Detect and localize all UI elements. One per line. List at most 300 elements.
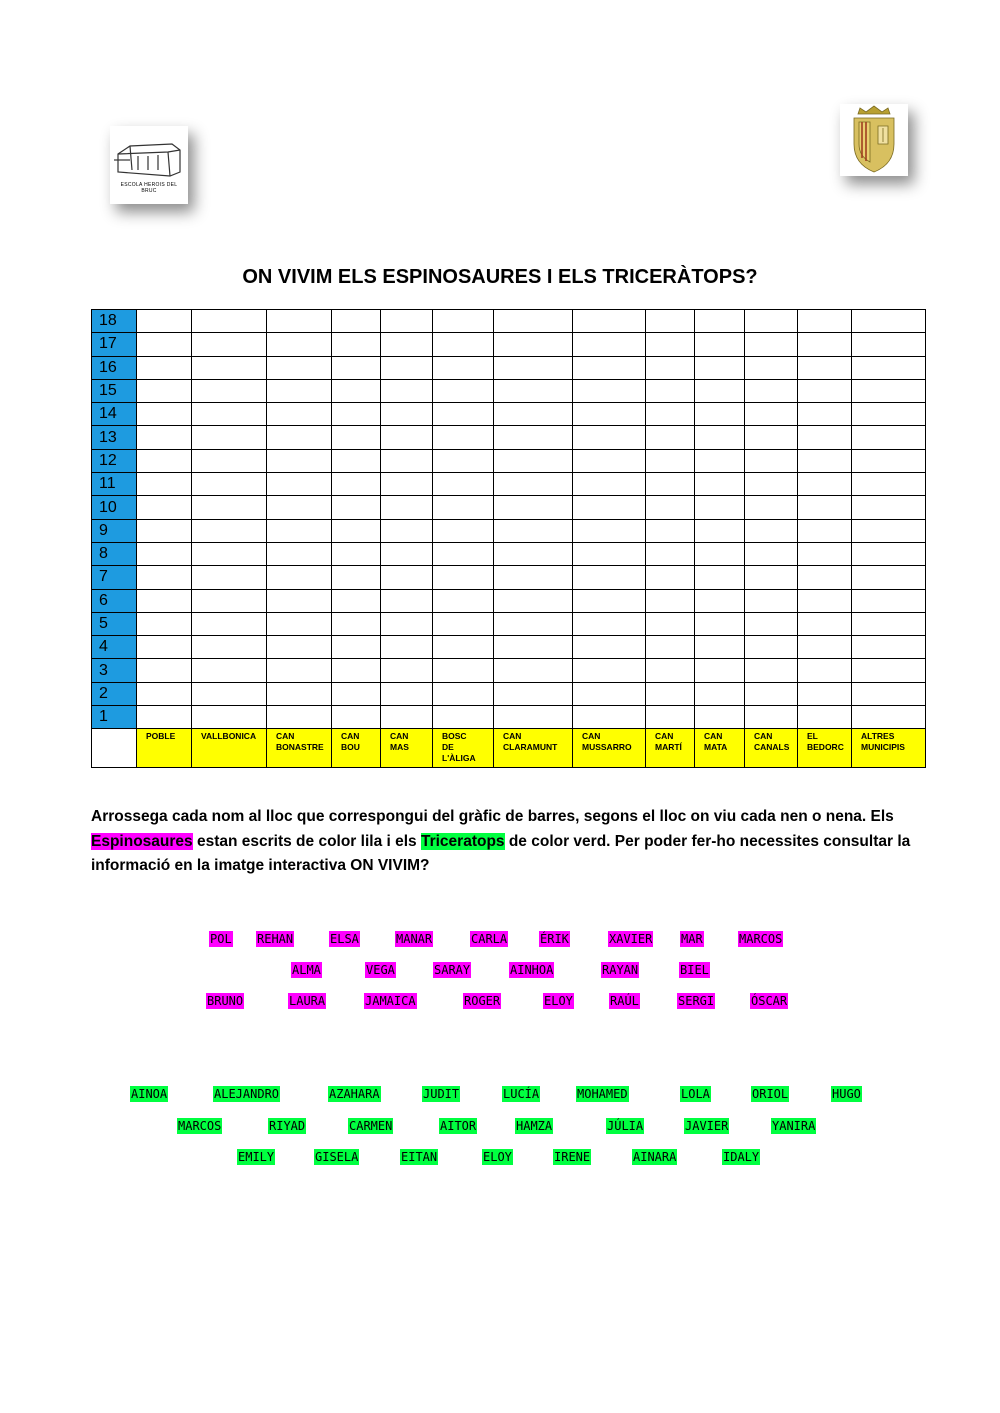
drop-cell[interactable] [573,542,646,565]
drop-cell[interactable] [137,636,192,659]
drop-cell[interactable] [192,612,267,635]
drop-cell[interactable] [745,589,798,612]
drop-cell[interactable] [573,310,646,333]
drop-cell[interactable] [798,449,852,472]
drop-cell[interactable] [433,636,494,659]
drop-cell[interactable] [332,496,381,519]
drop-cell[interactable] [852,566,926,589]
espinosaure-name-tag[interactable]: ROGER [464,994,501,1008]
drop-cell[interactable] [852,496,926,519]
drop-cell[interactable] [332,333,381,356]
drop-cell[interactable] [332,356,381,379]
espinosaure-name-tag[interactable]: BIEL [680,963,709,977]
category-label-line: L'ÀLIGA [442,753,476,764]
drop-cell[interactable] [573,589,646,612]
drop-cell[interactable] [192,682,267,705]
category-label-line: CAN [503,731,522,742]
drop-cell[interactable] [267,473,332,496]
espinosaure-name-tag[interactable]: ÉRIK [540,932,569,946]
drop-cell[interactable] [381,310,433,333]
drop-cell[interactable] [695,706,745,729]
drop-cell[interactable] [494,706,573,729]
category-label [695,729,745,768]
drop-cell[interactable] [192,426,267,449]
category-label-line: CAN [704,731,723,742]
drop-cell[interactable] [852,403,926,426]
drop-cell[interactable] [494,426,573,449]
y-axis-label: 4 [92,636,137,659]
drop-cell[interactable] [381,403,433,426]
drop-cell[interactable] [695,379,745,402]
espinosaure-name-tag[interactable]: SARAY [434,963,471,977]
drop-cell[interactable] [433,473,494,496]
instructions [91,805,931,879]
triceratop-name-tag[interactable]: LOLA [681,1087,710,1101]
drop-cell[interactable] [192,636,267,659]
drop-cell[interactable] [381,589,433,612]
triceratop-name-tag[interactable]: ORIOL [752,1087,789,1101]
drop-cell[interactable] [852,636,926,659]
drop-cell[interactable] [745,473,798,496]
drop-cell[interactable] [494,659,573,682]
drop-cell[interactable] [137,379,192,402]
espinosaure-name-tag[interactable]: JAMAICA [365,994,416,1008]
drop-cell[interactable] [332,706,381,729]
drop-cell[interactable] [573,379,646,402]
drop-cell[interactable] [433,659,494,682]
drop-cell[interactable] [267,589,332,612]
drop-cell[interactable] [381,519,433,542]
triceratop-name-tag[interactable]: EITAN [401,1150,438,1164]
drop-cell[interactable] [745,403,798,426]
drop-cell[interactable] [433,519,494,542]
drop-cell[interactable] [695,333,745,356]
triceratop-name-tag[interactable]: ELOY [483,1150,512,1164]
drop-cell[interactable] [494,403,573,426]
espinosaure-name-tag[interactable]: VEGA [366,963,395,977]
drop-cell[interactable] [137,659,192,682]
drop-cell[interactable] [695,566,745,589]
category-label [852,729,926,768]
drop-cell[interactable] [192,449,267,472]
drop-cell[interactable] [695,542,745,565]
drop-cell[interactable] [494,566,573,589]
triceratop-name-tag[interactable]: JÚLIA [607,1119,644,1133]
drop-cell[interactable] [332,589,381,612]
y-axis-label: 10 [92,496,137,519]
drop-cell[interactable] [646,403,695,426]
drop-cell[interactable] [267,379,332,402]
drop-cell[interactable] [433,706,494,729]
drop-cell[interactable] [332,682,381,705]
category-label-line: DE [442,742,454,753]
drop-cell[interactable] [798,519,852,542]
drop-cell[interactable] [852,682,926,705]
drop-cell[interactable] [332,519,381,542]
drop-cell[interactable] [267,636,332,659]
category-label [646,729,695,768]
drop-cell[interactable] [433,356,494,379]
drop-cell[interactable] [381,659,433,682]
drop-cell[interactable] [695,589,745,612]
triceratop-name-tag[interactable]: AINARA [633,1150,677,1164]
drop-cell[interactable] [852,706,926,729]
instructions-part3: de color verd. Per poder fer-ho necessites consultar la informació en la imatge interactiva ON VIVIM? [91,832,911,874]
drop-cell[interactable] [494,473,573,496]
drop-cell[interactable] [695,612,745,635]
drop-cell[interactable] [646,379,695,402]
drop-cell[interactable] [494,496,573,519]
drop-cell[interactable] [745,426,798,449]
school-building-icon [110,126,188,186]
drop-cell[interactable] [745,379,798,402]
drop-cell[interactable] [745,636,798,659]
triceratop-name-tag[interactable]: RIYAD [269,1119,306,1133]
drop-cell[interactable] [852,659,926,682]
triceratop-name-tag[interactable]: LUCÍA [503,1087,540,1101]
category-label-line: BEDORC [807,742,844,753]
drop-cell[interactable] [852,426,926,449]
drop-cell[interactable] [267,426,332,449]
drop-cell[interactable] [494,519,573,542]
drop-cell[interactable] [137,496,192,519]
drop-cell[interactable] [695,473,745,496]
drop-cell[interactable] [332,379,381,402]
drop-cell[interactable] [381,473,433,496]
drop-cell[interactable] [267,542,332,565]
drop-cell[interactable] [267,403,332,426]
drop-cell[interactable] [192,473,267,496]
drop-cell[interactable] [646,519,695,542]
drop-cell[interactable] [852,542,926,565]
drop-cell[interactable] [798,706,852,729]
drop-cell[interactable] [137,589,192,612]
triceratops-label: Triceratops [420,832,505,850]
drop-cell[interactable] [137,706,192,729]
drop-cell[interactable] [494,589,573,612]
drop-cell[interactable] [798,473,852,496]
drop-cell[interactable] [267,310,332,333]
drop-cell[interactable] [267,496,332,519]
triceratop-name-tag[interactable]: JAVIER [685,1119,729,1133]
drop-cell[interactable] [646,612,695,635]
drop-cell[interactable] [267,612,332,635]
drop-cell[interactable] [573,496,646,519]
drop-cell[interactable] [695,519,745,542]
drop-cell[interactable] [646,449,695,472]
triceratop-name-tag[interactable]: AITOR [440,1119,477,1133]
drop-cell[interactable] [332,659,381,682]
grid-row [92,310,926,333]
drop-cell[interactable] [646,473,695,496]
drop-cell[interactable] [695,659,745,682]
drop-cell[interactable] [798,612,852,635]
drop-cell[interactable] [852,473,926,496]
triceratop-name-tag[interactable]: AINOA [131,1087,168,1101]
drop-cell[interactable] [494,612,573,635]
drop-cell[interactable] [192,310,267,333]
drop-cell[interactable] [573,473,646,496]
drop-cell[interactable] [852,589,926,612]
triceratop-name-tag[interactable]: HUGO [832,1087,861,1101]
drop-cell[interactable] [573,333,646,356]
corner-cell [92,729,137,768]
drop-cell[interactable] [267,706,332,729]
drop-cell[interactable] [192,589,267,612]
drop-cell[interactable] [573,356,646,379]
drop-cell[interactable] [798,589,852,612]
drop-cell[interactable] [494,636,573,659]
drop-cell[interactable] [381,496,433,519]
espinosaure-name-tag[interactable]: CARLA [471,932,508,946]
drop-cell[interactable] [192,659,267,682]
drop-cell[interactable] [192,706,267,729]
drop-cell[interactable] [433,310,494,333]
drop-cell[interactable] [646,333,695,356]
drop-cell[interactable] [332,449,381,472]
drop-cell[interactable] [695,310,745,333]
drop-cell[interactable] [494,379,573,402]
drop-cell[interactable] [745,542,798,565]
grid-row [92,566,926,589]
espinosaure-name-tag[interactable]: AINHOA [510,963,554,977]
drop-cell[interactable] [192,356,267,379]
drop-cell[interactable] [798,426,852,449]
drop-cell[interactable] [494,310,573,333]
drop-cell[interactable] [332,566,381,589]
drop-cell[interactable] [137,403,192,426]
drop-cell[interactable] [798,379,852,402]
triceratop-name-tag[interactable]: MOHAMED [577,1087,628,1101]
drop-cell[interactable] [695,636,745,659]
drop-cell[interactable] [798,566,852,589]
drop-cell[interactable] [646,589,695,612]
drop-cell[interactable] [381,636,433,659]
drop-cell[interactable] [433,542,494,565]
espinosaure-name-tag[interactable]: ELSA [330,932,359,946]
drop-cell[interactable] [267,333,332,356]
drop-cell[interactable] [137,333,192,356]
drop-cell[interactable] [494,542,573,565]
drop-cell[interactable] [433,682,494,705]
grid-row [92,519,926,542]
drop-cell[interactable] [192,333,267,356]
drop-cell[interactable] [192,496,267,519]
drop-cell[interactable] [332,403,381,426]
drop-cell[interactable] [573,566,646,589]
espinosaure-name-tag[interactable]: MANAR [396,932,433,946]
drop-cell[interactable] [745,659,798,682]
espinosaure-name-tag[interactable]: LAURA [289,994,326,1008]
drop-cell[interactable] [192,519,267,542]
drop-cell[interactable] [798,310,852,333]
espinosaure-name-tag[interactable]: BRUNO [207,994,244,1008]
drop-cell[interactable] [433,496,494,519]
drop-cell[interactable] [798,403,852,426]
drop-cell[interactable] [137,426,192,449]
drop-cell[interactable] [494,449,573,472]
drop-cell[interactable] [745,496,798,519]
espinosaure-name-tag[interactable]: ALMA [292,963,321,977]
drop-cell[interactable] [573,612,646,635]
drop-cell[interactable] [646,542,695,565]
triceratop-name-tag[interactable]: MARCOS [178,1119,222,1133]
drop-cell[interactable] [798,496,852,519]
triceratop-name-tag[interactable]: CARMEN [349,1119,393,1133]
drop-cell[interactable] [433,589,494,612]
drop-cell[interactable] [852,519,926,542]
drop-cell[interactable] [852,310,926,333]
drop-cell[interactable] [381,612,433,635]
drop-cell[interactable] [695,496,745,519]
drop-cell[interactable] [695,426,745,449]
espinosaure-name-tag[interactable]: ELOY [544,994,573,1008]
triceratop-name-tag[interactable]: ALEJANDRO [214,1087,280,1101]
drop-cell[interactable] [381,566,433,589]
drop-cell[interactable] [433,566,494,589]
drop-cell[interactable] [192,379,267,402]
drop-cell[interactable] [745,706,798,729]
drop-cell[interactable] [646,636,695,659]
drop-cell[interactable] [573,706,646,729]
drop-cell[interactable] [381,542,433,565]
drop-cell[interactable] [852,356,926,379]
drop-cell[interactable] [573,449,646,472]
espinosaure-name-tag[interactable]: ÓSCAR [751,994,788,1008]
drop-cell[interactable] [137,310,192,333]
drop-cell[interactable] [381,449,433,472]
drop-cell[interactable] [433,449,494,472]
drop-cell[interactable] [798,682,852,705]
drop-cell[interactable] [646,426,695,449]
drop-cell[interactable] [573,519,646,542]
drop-cell[interactable] [267,566,332,589]
triceratop-name-tag[interactable]: IDALY [723,1150,760,1164]
drop-cell[interactable] [332,612,381,635]
drop-cell[interactable] [494,333,573,356]
drop-cell[interactable] [646,356,695,379]
drop-cell[interactable] [137,682,192,705]
drop-cell[interactable] [798,542,852,565]
drop-cell[interactable] [332,426,381,449]
drop-cell[interactable] [695,356,745,379]
drop-cell[interactable] [192,403,267,426]
triceratop-name-tag[interactable]: JUDIT [423,1087,460,1101]
drop-cell[interactable] [332,310,381,333]
espinosaure-name-tag[interactable]: RAYAN [602,963,639,977]
drop-cell[interactable] [381,706,433,729]
drop-cell[interactable] [852,333,926,356]
drop-cell[interactable] [852,379,926,402]
drop-cell[interactable] [745,682,798,705]
drop-cell[interactable] [267,449,332,472]
drop-cell[interactable] [381,333,433,356]
espinosaure-name-tag[interactable]: MARCOS [739,932,783,946]
drop-cell[interactable] [267,519,332,542]
triceratop-name-tag[interactable]: EMILY [238,1150,275,1164]
drop-cell[interactable] [381,682,433,705]
drop-cell[interactable] [267,659,332,682]
drop-cell[interactable] [646,496,695,519]
drop-cell[interactable] [573,659,646,682]
triceratop-name-tag[interactable]: AZAHARA [329,1087,380,1101]
drop-cell[interactable] [137,566,192,589]
drop-cell[interactable] [137,519,192,542]
drop-cell[interactable] [646,706,695,729]
drop-cell[interactable] [433,333,494,356]
drop-cell[interactable] [798,636,852,659]
drop-cell[interactable] [798,659,852,682]
drop-cell[interactable] [332,542,381,565]
drop-cell[interactable] [695,403,745,426]
espinosaure-name-tag[interactable]: RAÚL [610,994,639,1008]
drop-cell[interactable] [433,612,494,635]
triceratop-name-tag[interactable]: IRENE [554,1150,591,1164]
drop-cell[interactable] [494,356,573,379]
drop-cell[interactable] [646,682,695,705]
triceratop-name-tag[interactable]: GISELA [315,1150,359,1164]
drop-cell[interactable] [695,682,745,705]
drop-cell[interactable] [745,356,798,379]
category-label-line: MATA [704,742,728,753]
drop-cell[interactable] [745,566,798,589]
drop-cell[interactable] [852,449,926,472]
drop-cell[interactable] [745,310,798,333]
espinosaure-name-tag[interactable]: MAR [681,932,703,946]
drop-cell[interactable] [381,426,433,449]
drop-cell[interactable] [852,612,926,635]
drop-cell[interactable] [137,473,192,496]
espinosaure-name-tag[interactable]: XAVIER [609,932,653,946]
drop-cell[interactable] [332,473,381,496]
drop-cell[interactable] [573,682,646,705]
drop-cell[interactable] [381,356,433,379]
drop-cell[interactable] [192,566,267,589]
espinosaure-name-tag[interactable]: REHAN [257,932,294,946]
triceratop-name-tag[interactable]: YANIRA [772,1119,816,1133]
drop-cell[interactable] [433,379,494,402]
drop-cell[interactable] [192,542,267,565]
drop-cell[interactable] [137,449,192,472]
drop-cell[interactable] [745,333,798,356]
drop-cell[interactable] [745,449,798,472]
drop-cell[interactable] [646,659,695,682]
drop-cell[interactable] [798,356,852,379]
drop-cell[interactable] [433,426,494,449]
drop-cell[interactable] [798,333,852,356]
drop-cell[interactable] [573,403,646,426]
drop-cell[interactable] [745,612,798,635]
drop-cell[interactable] [137,542,192,565]
drop-cell[interactable] [381,379,433,402]
drop-cell[interactable] [267,682,332,705]
drop-cell[interactable] [332,636,381,659]
triceratop-name-tag[interactable]: HAMZA [516,1119,553,1133]
drop-cell[interactable] [137,612,192,635]
drop-cell[interactable] [137,356,192,379]
drop-cell[interactable] [573,636,646,659]
espinosaure-name-tag[interactable]: SERGI [678,994,715,1008]
drop-cell[interactable] [695,449,745,472]
drop-cell[interactable] [745,519,798,542]
espinosaure-name-tag[interactable]: POL [210,932,232,946]
drop-cell[interactable] [433,403,494,426]
drop-cell[interactable] [573,426,646,449]
drop-cell[interactable] [494,682,573,705]
drop-cell[interactable] [646,310,695,333]
drop-cell[interactable] [646,566,695,589]
drop-cell[interactable] [267,356,332,379]
